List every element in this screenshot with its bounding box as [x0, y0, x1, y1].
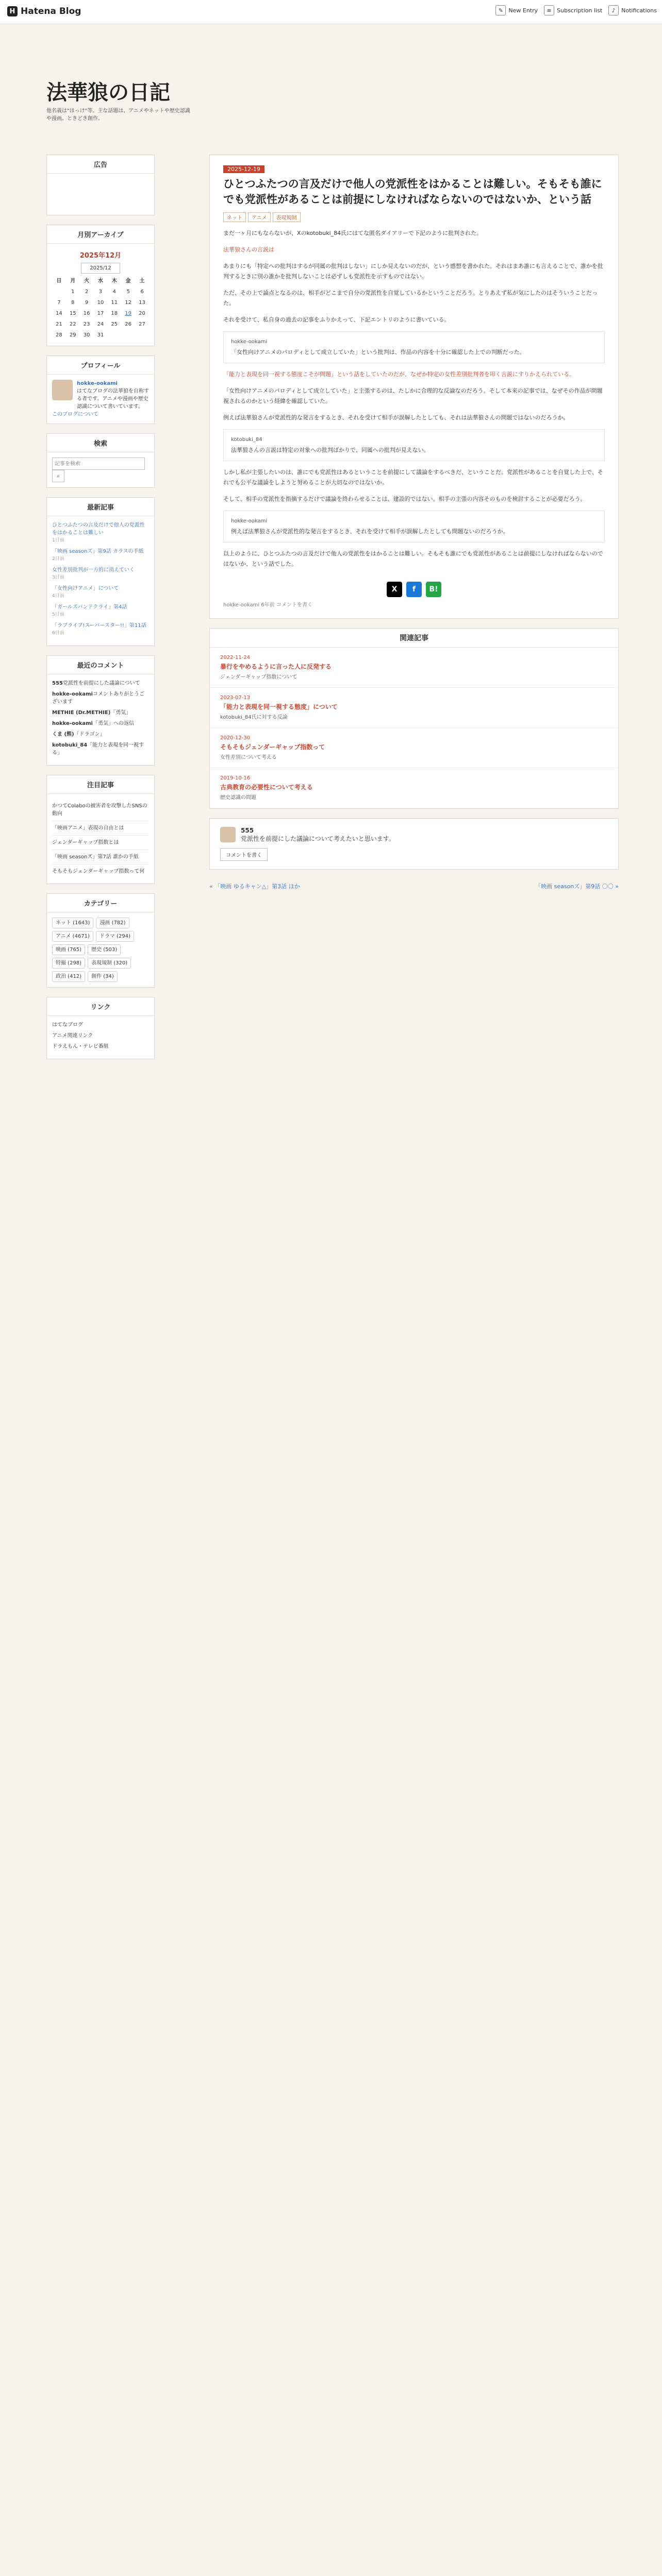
related-heading: 関連記事 [210, 629, 618, 648]
recent-article-title[interactable]: 「ガールズバンドクライ」第4話 [52, 604, 127, 610]
archive-box [46, 225, 155, 346]
comment-snippet: コメントありがとうございます [52, 691, 144, 705]
recent-comment-item[interactable] [52, 709, 149, 717]
category-tag[interactable]: 政治 (412) [52, 971, 85, 982]
new-entry-button[interactable] [495, 5, 538, 15]
related-snippet: kotobuki_84氏に対する反論 [220, 715, 288, 720]
article-paragraph: 「能力と表現を同一視する態度こそが問題」という話をしていたのだが、なぜか特定の女性差別批判者を叩く言説にすりかえられている。 [223, 371, 575, 378]
related-title[interactable]: 古典教育の必要性について考える [220, 784, 313, 791]
avatar[interactable] [52, 380, 73, 400]
calendar-day[interactable]: 20 [139, 311, 145, 316]
calendar [52, 276, 149, 341]
pencil-icon: ✎ [495, 5, 506, 15]
blog-title[interactable]: 法華狼の日記 [46, 80, 170, 105]
calendar-day[interactable]: 26 [125, 321, 131, 327]
blockquote [223, 429, 605, 461]
calendar-weekday: 月 [70, 278, 76, 284]
calendar-day[interactable]: 8 [71, 300, 75, 306]
comment-user[interactable]: METHIE (Dr.METHIE) [52, 710, 111, 716]
quote-text: 法華狼さんの言説は特定の対象への批判ばかりで、同属への批判が見えない。 [231, 447, 429, 453]
ad-heading: 広告 [47, 155, 154, 174]
related-article-item[interactable] [210, 768, 618, 808]
calendar-day[interactable]: 25 [111, 321, 118, 327]
hatena-logo-icon: H [7, 6, 18, 16]
main-column [209, 155, 619, 890]
calendar-day[interactable]: 4 [112, 289, 116, 295]
profile-box [46, 355, 155, 424]
category-tag[interactable]: 歴史 (503) [88, 944, 121, 955]
profile-about-link[interactable]: このブログについて [52, 412, 98, 417]
calendar-day[interactable]: 5 [126, 289, 130, 295]
comment-user[interactable]: kotobuki_84 [52, 742, 88, 748]
recent-comment-item[interactable] [52, 731, 149, 738]
popular-article-item[interactable]: そもそもジェンダーギャップ指数って何 [52, 869, 145, 874]
related-snippet: 女性差別について考える [220, 755, 277, 760]
next-article-link[interactable]: 「映画 seasonズ」第9話 〇〇 » [535, 883, 619, 890]
related-article-item[interactable] [210, 688, 618, 728]
hatena-logo-text: Hatena Blog [21, 6, 81, 16]
calendar-day[interactable]: 21 [56, 321, 62, 327]
ad-box [46, 155, 155, 215]
list-icon: ≡ [544, 5, 554, 15]
comment-user[interactable]: くま (熊) [52, 732, 74, 737]
category-tag[interactable]: ドラマ (294) [96, 931, 134, 942]
related-date: 2019-10-16 [220, 775, 251, 781]
comment-snippet: 党派性を前提にした議論について [62, 681, 140, 686]
search-input[interactable] [52, 457, 145, 470]
calendar-day[interactable]: 1 [71, 289, 75, 295]
calendar-day [121, 330, 135, 341]
blockquote [223, 331, 605, 363]
search-box [46, 433, 155, 488]
article-paragraph: あまりにも「特定への批判はするが同属の批判はしない」にしか見えないのだが、という感想を書かれた。それはまあ誰にも言えることで、誰かを批判するときに別の誰かを批判しないことは必ずしも党派性を示すものではない。 [223, 263, 603, 280]
calendar-day[interactable]: 6 [140, 289, 144, 295]
comment-snippet: 「勇気」 [110, 710, 131, 716]
calendar-day[interactable]: 10 [97, 300, 104, 306]
calendar-weekday: 金 [125, 278, 131, 284]
article-paragraph: 例えば法華狼さんが党派性的な発言をするとき、それを受けて相手が誤解したとしても、それは法華狼さんの問題ではないのだろうか。 [223, 414, 569, 421]
article-paragraph: ただ、その上で論点となるのは、相手がどこまで自分の党派性を自覚しているかということだろう。とりあえず私が気にしたのはそういうことだった。 [223, 290, 598, 307]
recent-article-item[interactable] [52, 622, 149, 637]
profile-text: はてなブログの法華狼を自称する者です。アニメや漫画や歴史認識について書いています。 [77, 388, 149, 410]
article [209, 155, 619, 619]
calendar-day [107, 330, 121, 341]
x-share-icon[interactable]: X [387, 582, 402, 597]
comment-text: 党派性を前提にした議論について考えたいと思います。 [241, 835, 395, 842]
global-header [0, 0, 662, 24]
quote-text: 例えば法華狼さんが党派性的な発言をするとき、それを受けて相手が誤解したとしても問題ないのだろうか。 [231, 528, 509, 535]
category-tag[interactable]: 漫画 (782) [96, 918, 129, 928]
calendar-weekday: 土 [139, 278, 145, 284]
related-title[interactable]: 暴行をやめるように言った人に反発する [220, 663, 332, 670]
article-category-tag[interactable]: 表現規制 [273, 212, 301, 222]
calendar-day[interactable]: 24 [97, 321, 104, 327]
popular-article-item[interactable]: かつてColaboの被害者を攻撃したSNSの動向 [52, 799, 149, 821]
link-item[interactable]: アニメ関連リンク [52, 1033, 93, 1039]
popular-box [46, 775, 155, 884]
calendar-day[interactable]: 7 [57, 300, 61, 306]
recent-article-item[interactable] [52, 548, 149, 563]
link-item[interactable]: はてなブログ [52, 1022, 83, 1028]
related-article-item[interactable] [210, 648, 618, 688]
calendar-day[interactable]: 16 [83, 311, 90, 316]
article-title[interactable]: ひとつふたつの言及だけで他人の党派性をはかることは難しい。そもそも誰にでも党派性があることは前提にしなければならないのではないか、という話 [223, 178, 602, 206]
quote-author[interactable]: kotobuki_84 [231, 437, 262, 443]
pager [209, 882, 619, 890]
calendar-title: 2025年12月 [79, 252, 122, 260]
recent-box [46, 497, 155, 646]
recent-article-item[interactable] [52, 566, 149, 582]
recent-heading: 最新記事 [47, 498, 154, 516]
comment-user[interactable]: hokke-ookami [52, 721, 93, 726]
comment-user[interactable]: hokke-ookami [52, 691, 93, 697]
profile-name[interactable]: hokke-ookami [77, 381, 118, 386]
recent-article-meta: 4日前 [52, 594, 64, 599]
prev-article-link[interactable]: « 「映画 ゆるキャン△」第3話 ほか [209, 883, 300, 890]
calendar-day[interactable]: 31 [97, 332, 104, 338]
article-paragraph: それを受けて、私自身の過去の記事をふりかえって、下記エントリのように書いている。 [223, 316, 450, 323]
article-date[interactable]: 2025-12-19 [223, 165, 264, 173]
calendar-day[interactable]: 13 [139, 300, 145, 306]
recent-comment-item[interactable] [52, 720, 149, 727]
calendar-weekday: 日 [56, 278, 62, 284]
recent-article-item[interactable] [52, 603, 149, 619]
blockquote [223, 511, 605, 543]
popular-article-item[interactable]: 「映画アニメ」表現の自由とは [52, 821, 149, 836]
calendar-select[interactable]: 2025/12 [81, 263, 120, 274]
related-articles [209, 628, 619, 809]
link-item[interactable]: ドラえもん・テレビ番組 [52, 1044, 109, 1049]
subscription-list-button[interactable] [544, 5, 602, 15]
article-paragraph: 以上のように、ひとつふたつの言及だけで他人の党派性をはかることは難しい。そもそも誰にでも党派性があることは前提にしなければならないのではないか、という話でした。 [223, 550, 603, 567]
write-comment-button[interactable]: コメントを書く [220, 848, 268, 861]
calendar-day[interactable]: 2 [85, 289, 89, 295]
recent-article-title[interactable]: 女性差別批判が一方的に消えていく [52, 567, 135, 573]
calendar-day[interactable]: 27 [139, 321, 145, 327]
notifications-button[interactable] [608, 5, 657, 15]
article-paragraph: 法華狼さんの言説は [223, 246, 274, 253]
calendar-day[interactable]: 28 [56, 332, 62, 338]
article-paragraph: しかし私が主張したいのは、誰にでも党派性はあるということを前提にして議論をするべきだ、ということだ。党派性があることを自覚した上で、それでも公平な議論をしようと努めることが大切なのではないか。 [223, 469, 603, 486]
facebook-share-icon[interactable]: f [406, 582, 422, 597]
comments-box [46, 655, 155, 766]
related-snippet: ジェンダーギャップ指数について [220, 674, 297, 680]
category-box [46, 893, 155, 988]
related-title[interactable]: そもそもジェンダーギャップ指数って [220, 743, 325, 751]
article-category-tag[interactable]: アニメ [248, 212, 271, 222]
comments-heading: 最近のコメント [47, 656, 154, 674]
recent-article-title[interactable]: ひとつふたつの言及だけで他人の党派性をはかることは難しい [52, 522, 145, 536]
recent-article-item[interactable] [52, 521, 149, 545]
bell-icon: ♪ [608, 5, 619, 15]
calendar-weekday: 木 [111, 278, 117, 284]
quote-text: 「女性向けアニメのパロディとして成立していた」という批判は、作品の内容を十分に確認した上での判断だった。 [231, 349, 525, 355]
calendar-day[interactable]: 29 [69, 332, 76, 338]
quote-author[interactable]: hokke-ookami [231, 518, 268, 524]
comment-snippet: 「勇気」への返信 [92, 721, 134, 726]
calendar-day[interactable]: 17 [97, 311, 104, 316]
article-paragraph: まだ一ヶ月にもならないが、Xのkotobuki_84氏にはてな匿名ダイアリーで下記のように批判された。 [223, 230, 483, 236]
ad-area [47, 174, 154, 215]
calendar-day[interactable]: 14 [56, 311, 62, 316]
popular-article-item[interactable]: 「映画 seasonズ」第7話 誰かの手紙 [52, 850, 149, 865]
commenter-name[interactable]: 555 [241, 827, 254, 834]
recent-article-title[interactable]: 「ラブライブ!スーパースター!!」第11話 [52, 623, 146, 629]
article-footer-meta: hokke-ookami 6年前 コメントを書く [223, 602, 312, 608]
article-paragraph: そして、相手の党派性を指摘するだけで議論を終わらせることは、建設的ではない。相手の主張の内容そのものを検討することが必要だろう。 [223, 496, 586, 502]
recent-article-title[interactable]: 「映画 seasonズ」第9話 カラスの手紙 [52, 549, 144, 554]
calendar-day[interactable]: 11 [111, 300, 118, 306]
subscription-label: Subscription list [557, 7, 603, 14]
calendar-day[interactable]: 15 [69, 311, 76, 316]
recent-article-meta: 2日前 [52, 556, 64, 562]
calendar-day[interactable]: 22 [69, 321, 76, 327]
category-tag[interactable]: アニメ (4671) [52, 931, 93, 942]
article-paragraph: 「女性向けアニメのパロディとして成立していた」と主張するのは、たしかに合理的な反論なのだろう。そして本来の記事では、なぜその作品が問題視されるのかという経緯を確認していた。 [223, 387, 603, 404]
related-date: 2020-12-30 [220, 735, 251, 741]
comment-snippet: 「能力と表現を同一視する」 [52, 742, 144, 756]
recent-article-meta: 1日前 [52, 538, 64, 543]
search-heading: 検索 [47, 434, 154, 452]
recent-comment-item[interactable] [52, 741, 149, 757]
category-tag[interactable]: ネット (1643) [52, 918, 93, 928]
related-title[interactable]: 「能力と表現を同一視する態度」について [220, 703, 338, 710]
comment-user[interactable]: 555 [52, 681, 63, 686]
recent-article-meta: 3日前 [52, 575, 64, 580]
recent-comment-item[interactable] [52, 680, 149, 687]
category-tag[interactable]: 映画 (765) [52, 944, 85, 955]
hatena-logo[interactable] [7, 6, 81, 16]
popular-article-item[interactable]: ジェンダーギャップ指数とは [52, 836, 149, 850]
hatena-bookmark-icon[interactable]: B! [426, 582, 441, 597]
links-box [46, 997, 155, 1059]
sidebar [46, 155, 155, 1069]
calendar-weekday: 水 [97, 278, 103, 284]
recent-article-meta: 6日前 [52, 631, 64, 636]
recent-comment-item[interactable] [52, 690, 149, 706]
category-tag[interactable]: 特撮 (298) [52, 958, 85, 969]
links-heading: リンク [47, 997, 154, 1016]
share-buttons [223, 582, 605, 597]
archive-heading: 月別アーカイブ [47, 225, 154, 244]
category-heading: カテゴリー [47, 894, 154, 912]
calendar-day[interactable]: 12 [125, 300, 131, 306]
related-snippet: 歴史認識の問題 [220, 795, 256, 801]
calendar-day[interactable]: 23 [83, 321, 90, 327]
calendar-day [135, 330, 149, 341]
notifications-label: Notifications [621, 7, 657, 14]
search-icon[interactable]: ⌕ [52, 470, 64, 482]
related-date: 2022-11-24 [220, 655, 251, 660]
category-tag[interactable]: 創作 (34) [88, 971, 118, 982]
calendar-weekday: 火 [84, 278, 90, 284]
commenter-avatar[interactable] [220, 827, 236, 842]
recent-article-item[interactable] [52, 585, 149, 600]
comment-snippet: 「ドラゴン」 [74, 732, 105, 737]
category-tag[interactable]: 表現規制 (320) [88, 958, 131, 969]
calendar-day[interactable]: 19 [125, 311, 131, 316]
blog-description: 他名義は"ほっけ"等。主な話題は、アニメやネットや歴史認識や漫画。ときどき創作。 [46, 108, 190, 122]
article-categories [223, 212, 605, 222]
quote-author[interactable]: hokke-ookami [231, 339, 268, 345]
calendar-day[interactable]: 18 [111, 311, 118, 316]
profile-heading: プロフィール [47, 356, 154, 375]
article-category-tag[interactable]: ネット [223, 212, 246, 222]
related-date: 2023-07-13 [220, 695, 251, 701]
popular-heading: 注目記事 [47, 775, 154, 794]
new-entry-label: New Entry [508, 7, 538, 14]
comment-section [209, 818, 619, 870]
calendar-day [52, 286, 66, 297]
related-article-item[interactable] [210, 728, 618, 768]
recent-article-title[interactable]: 「女性向けアニメ」について [52, 586, 119, 591]
recent-article-meta: 5日前 [52, 612, 64, 617]
calendar-day[interactable]: 3 [98, 289, 103, 295]
calendar-day[interactable]: 30 [83, 332, 90, 338]
calendar-day[interactable]: 9 [85, 300, 89, 306]
